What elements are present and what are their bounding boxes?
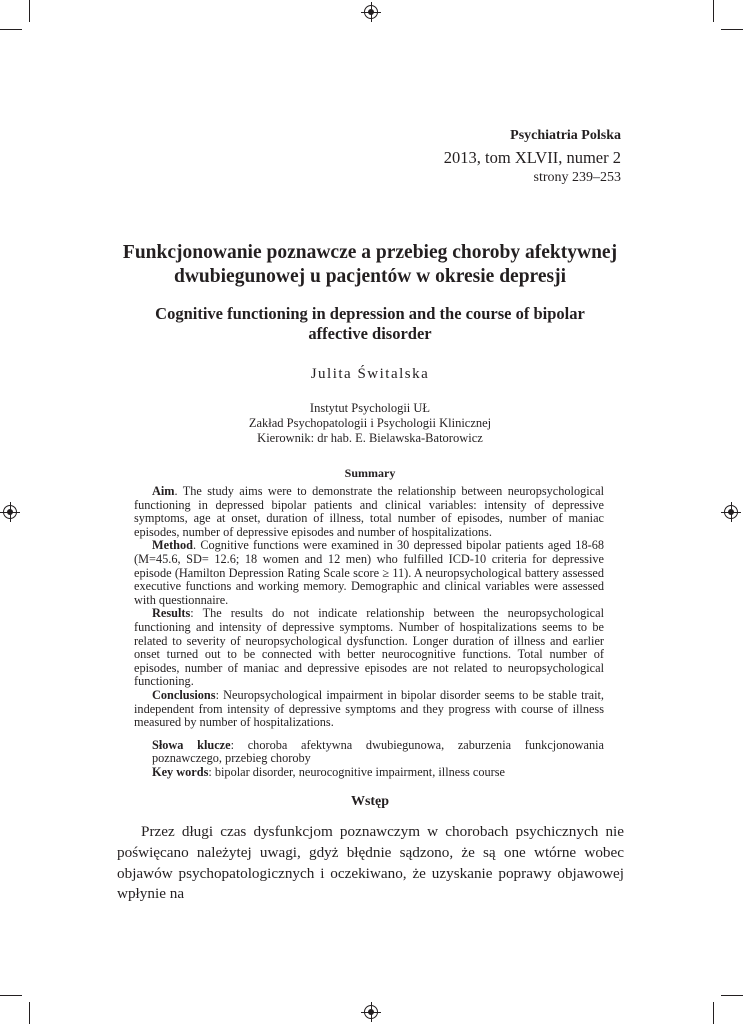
affiliation-line: Kierownik: dr hab. E. Bielawska-Batorowicz — [257, 431, 483, 445]
crop-mark — [713, 1002, 714, 1024]
keywords-polish — [134, 739, 604, 766]
affiliation-line: Zakład Psychopatologii i Psychologii Klinicznej — [248, 416, 492, 430]
aim-text: . The study aims were to demonstrate the relationship between neuropsychological functioning in depressed bipolar patients and clinical variables: intensity of depressive symptoms, age at onset, duration of illness, total number of episodes, number of maniac episodes, number of depressive episodes and number of hospitalizations. — [134, 484, 604, 539]
summary-conclusions — [134, 689, 604, 730]
article-title-english — [110, 304, 630, 344]
title-line: Funkcjonowanie poznawcze a przebieg choroby afektywnej — [122, 242, 618, 263]
journal-pages: strony 239–253 — [533, 170, 621, 185]
key-words-text: : bipolar disorder, neurocognitive impairment, illness course — [208, 764, 505, 779]
crop-mark — [29, 1002, 30, 1024]
summary-abstract — [134, 485, 604, 779]
conclusions-label: Conclusions — [152, 687, 216, 702]
journal-name: Psychiatria Polska — [510, 128, 621, 143]
registration-mark-icon — [364, 1005, 378, 1019]
method-text: . Cognitive functions were examined in 30 depressed bipolar patients aged 18-68 (M=45.6, SD= 12.6; 18 women and 12 men) who fulfilled ICD-10 criteria for depressive episode (Hamilton Depression Rating Scale score ≥ 11). A neuropsychological battery assessed executive functions and working memory. Demographic and clinical variables were assessed with questionnaire. — [134, 538, 604, 607]
aim-label: Aim — [152, 484, 175, 498]
results-text: : The results do not indicate relationship between the neuropsychological functioning and intensity of depressive symptoms. Number of hospitalizations seems to be related to severity of neuropsychological dysfunction. Longer duration of illness and earlier onset turned out to be connected with better neurocognitive functions. Total number of episodes, number of maniac and depressive episodes are not related to neuropsychological functioning. — [134, 606, 604, 689]
author-name: Julita Świtalska — [310, 366, 430, 382]
results-label: Results — [152, 606, 191, 621]
summary-heading: Summary — [344, 466, 396, 480]
crop-mark — [721, 995, 743, 996]
conclusions-text: : Neuropsychological impairment in bipolar disorder seems to be stable trait, independent from intensity of depressive symptoms and they progress with course of illness measured by number of hospitalizations. — [134, 687, 604, 730]
summary-method — [134, 539, 604, 607]
article-title-polish — [110, 241, 630, 289]
slowa-klucze-text: : choroba afektywna dwubiegunowa, zaburzenia funkcjonowania poznawczego, przebieg choroby — [152, 737, 604, 766]
section-heading: Wstęp — [350, 794, 390, 809]
title-line: dwubiegunowej u pacjentów w okresie depresji — [174, 266, 566, 287]
affiliation — [110, 401, 630, 446]
summary-aim — [134, 485, 604, 539]
body-paragraph: Przez długi czas dysfunkcjom poznawczym w chorobach psychicznych nie poświęcano należytej uwagi, gdyż błędnie sądzono, że są one wtórne wobec objawów psychopatologicznych i oczekiwano, że uzyskanie poprawy objawowej wpłynie na — [117, 823, 624, 903]
method-label: Method — [152, 538, 193, 553]
crop-mark — [29, 0, 30, 22]
key-words-label: Key words — [152, 764, 209, 779]
slowa-klucze-label: Słowa klucze — [152, 737, 231, 752]
title-line: Cognitive functioning in depression and the course of bipolar — [155, 304, 585, 323]
registration-mark-icon — [3, 505, 17, 519]
title-line: affective disorder — [308, 324, 432, 343]
crop-mark — [0, 995, 22, 996]
affiliation-line: Instytut Psychologii UŁ — [309, 401, 431, 415]
keywords-english — [134, 766, 604, 780]
registration-mark-icon — [364, 5, 378, 19]
crop-mark — [713, 0, 714, 22]
crop-mark — [721, 29, 743, 30]
registration-mark-icon — [724, 505, 738, 519]
crop-mark — [0, 29, 22, 30]
journal-issue: 2013, tom XLVII, numer 2 — [443, 148, 621, 167]
summary-results — [134, 607, 604, 689]
